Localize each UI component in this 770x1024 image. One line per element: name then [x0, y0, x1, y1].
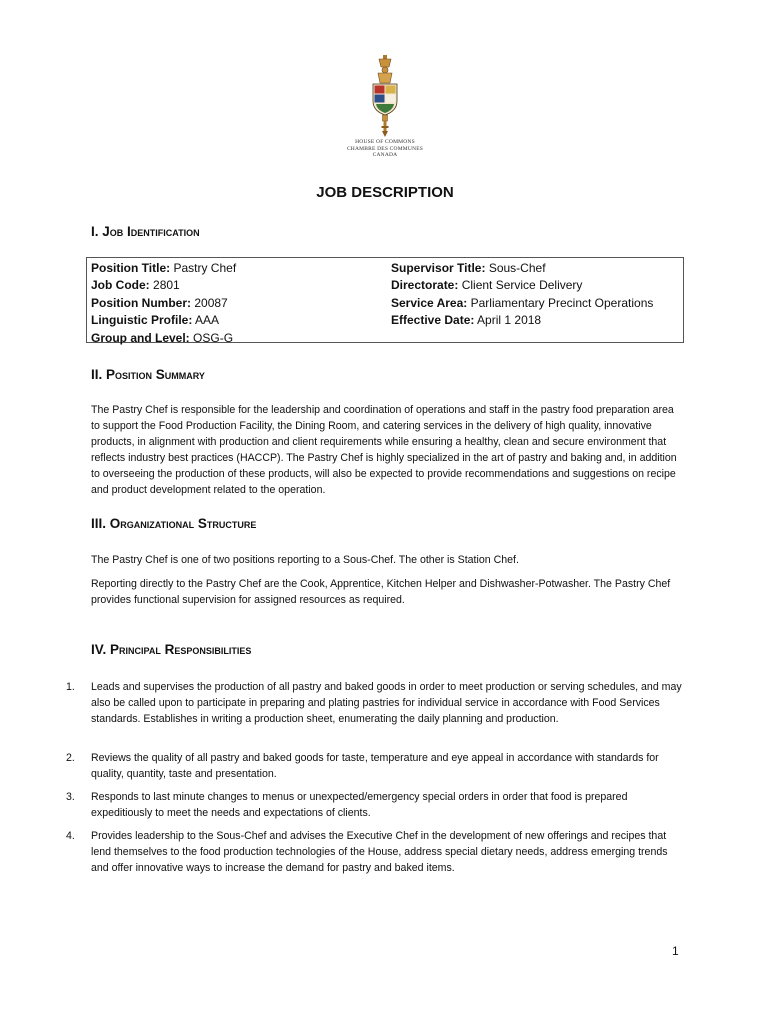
id-value: Sous-Chef: [488, 261, 546, 275]
position-summary-text: The Pastry Chef is responsible for the leadership and coordination of operations and staff in the pastry food preparation area to support the Food Production Facility, the Dining Room, and catering services in the delivery of high quality, innovative products, in alignment with production and client requirements while ensuring a healthy, clean and secure environment that reflects industry best practices (HACCP). The Pastry Chef is highly specialized in the art of pastry and baking and, in addition to overseeing the production of these products, will also be expected to provide recommendations and suggestions on recipe and product development related to the operation.: [91, 404, 677, 496]
id-label: Position Title:: [91, 261, 171, 275]
page-number: 1: [672, 944, 679, 958]
id-value: Pastry Chef: [173, 261, 237, 275]
id-row: [391, 277, 653, 294]
house-of-commons-crest-icon: [368, 55, 402, 139]
id-label: Group and Level:: [91, 330, 190, 345]
list-item-number: 3.: [66, 791, 75, 803]
crest-line: CHAMBRE DES COMMUNES: [346, 145, 424, 152]
header-logo: [345, 55, 425, 159]
id-value: 2801: [153, 278, 180, 293]
job-identification-table: [86, 257, 684, 343]
id-value: 20087: [194, 295, 228, 310]
id-value: Parliamentary Precinct Operations: [470, 295, 654, 310]
section-heading-principal-responsibilities: IV. Principal Responsibilities: [91, 642, 252, 657]
id-row: [391, 312, 653, 329]
id-row: [91, 312, 236, 329]
id-value: OSG-G: [193, 330, 234, 345]
org-structure-paragraph-2: Reporting directly to the Pastry Chef are the Cook, Apprentice, Kitchen Helper and Dishwasher-Potwasher. The Pastry Chef provides functional supervision for assigned resources as required.: [91, 578, 671, 606]
page-title: JOB DESCRIPTION: [316, 184, 454, 201]
id-label: Job Code:: [91, 278, 150, 293]
id-row: [91, 277, 236, 294]
section-heading-organizational-structure: III. Organizational Structure: [91, 516, 257, 531]
id-label: Position Number:: [91, 295, 192, 310]
section-heading-job-identification: I. Job Identification: [91, 224, 200, 239]
crest-line: HOUSE OF COMMONS: [355, 139, 415, 145]
id-label: Service Area:: [391, 295, 468, 310]
id-value: Client Service Delivery: [461, 278, 583, 293]
id-label: Effective Date:: [391, 313, 475, 328]
id-label: Supervisor Title:: [391, 261, 486, 275]
id-label: Directorate:: [391, 278, 459, 293]
id-label: Linguistic Profile:: [91, 313, 193, 328]
job-identification-right-column: [391, 260, 653, 330]
list-item-text: Provides leadership to the Sous-Chef and advises the Executive Chef in the development of new offerings and recipes that lend themselves to the food production technologies of the House, address special dietary needs, address emerging trends and offer innovative ways to increase the demand for pastry and baked items.: [91, 830, 668, 874]
id-row: [391, 260, 653, 277]
list-item-text: Reviews the quality of all pastry and baked goods for taste, temperature and eye appeal in accordance with standards for quality, quantity, taste and presentation.: [91, 752, 659, 780]
crest-line: CANADA: [372, 152, 398, 158]
id-row: [391, 295, 653, 312]
list-item-number: 4.: [66, 830, 75, 842]
id-row: [91, 260, 236, 277]
list-item-number: 2.: [66, 752, 75, 764]
org-structure-paragraph-1: The Pastry Chef is one of two positions reporting to a Sous-Chef. The other is Station Chef.: [91, 554, 519, 566]
list-item-number: 1.: [66, 681, 75, 693]
id-value: AAA: [195, 313, 220, 328]
job-identification-left-column: [91, 260, 236, 347]
list-item-text: Leads and supervises the production of all pastry and baked goods in order to meet production or serving schedules, and may also be called upon to participate in preparing and plating pastries for individual service in accordance with Food Services standards. Establishes in writing a production sheet, enumerating the daily planning and production.: [91, 681, 682, 725]
id-row: [91, 330, 236, 347]
section-heading-position-summary: II. Position Summary: [91, 367, 205, 382]
id-value: April 1 2018: [477, 313, 542, 328]
id-row: [91, 295, 236, 312]
list-item-text: Responds to last minute changes to menus or unexpected/emergency special orders in order that food is prepared expeditiously to meet the needs and expectations of clients.: [91, 791, 628, 819]
